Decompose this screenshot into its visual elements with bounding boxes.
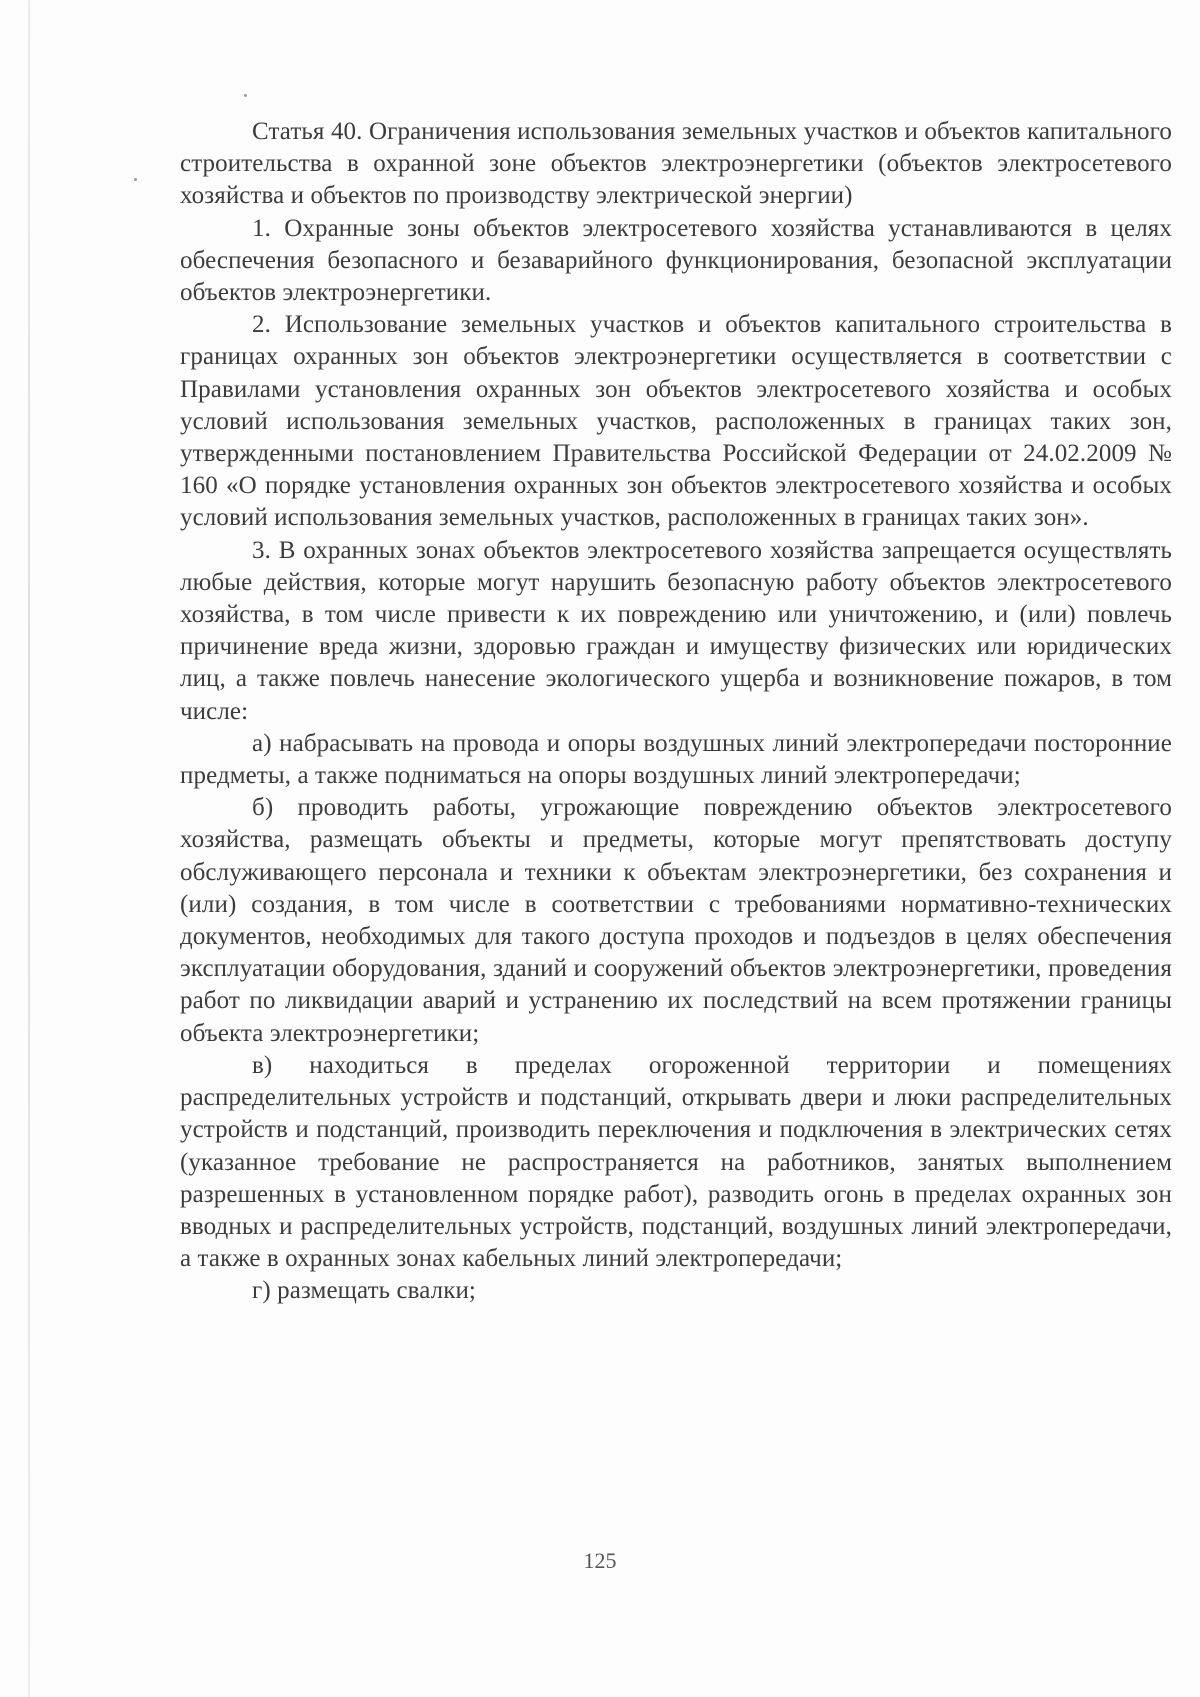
scan-artifact <box>244 94 247 97</box>
article-text <box>180 116 1172 1308</box>
list-item-a: а) набрасывать на провода и опоры воздушных линий электропередачи посторонние предметы, а также подниматься на опоры воздушных линий электропередачи; <box>180 729 1172 790</box>
list-item-g: г) размещать свалки; <box>252 1277 476 1305</box>
paragraph-1: 1. Охранные зоны объектов электросетевого хозяйства устанавливаются в целях обеспечения безопасного и безаварийного функционирования, безопасной эксплуатации объектов электроэнергетики. <box>180 214 1172 307</box>
list-item-b: б) проводить работы, угрожающие повреждению объектов электросетевого хозяйства, размещать объекты и предметы, которые могут препятствовать доступу обслуживающего персонала и техники к объектам электроэнергетики, без сохранения и (или) создания, в том числе в соответствии с требованиями нормативно-технических документов, необходимых для такого доступа проходов и подъездов в целях обеспечения эксплуатации оборудования, зданий и сооружений объектов электроэнергетики, проведения работ по ликвидации аварий и устранению их последствий на всем протяжении границы объекта электроэнергетики; <box>180 794 1172 1047</box>
paragraph-3: 3. В охранных зонах объектов электросетевого хозяйства запрещается осуществлять любые действия, которые могут нарушить безопасную работу объектов электросетевого хозяйства, в том числе привести к их повреждению или уничтожению, и (или) повлечь причинение вреда жизни, здоровью граждан и имуществу физических или юридических лиц, а также повлечь нанесение экологического ущерба и возникновение пожаров, в том числе: <box>180 536 1172 725</box>
page-number: 125 <box>583 1548 617 1573</box>
article-title: Статья 40. Ограничения использования земельных участков и объектов капитального строительства в охранной зоне объектов электроэнергетики (объектов электросетевого хозяйства и объектов по производству электрической энергии) <box>180 118 1172 210</box>
list-item-v: в) находиться в пределах огороженной территории и помещениях распределительных устройств и подстанций, открывать двери и люки распределительных устройств и подстанций, производить переключения и подключения в электрических сетях (указанное требование не распространяется на работников, занятых выполнением разрешенных в установленном порядке работ), разводить огонь в пределах охранных зон вводных и распределительных устройств, подстанций, воздушных линий электропередачи, а также в охранных зонах кабельных линий электропередачи; <box>180 1051 1172 1273</box>
scan-artifact <box>134 178 137 181</box>
scan-edge-shadow <box>28 0 30 1697</box>
paragraph-2: 2. Использование земельных участков и объектов капитального строительства в границах охранных зон объектов электроэнергетики осуществляется в соответствии с Правилами установления охранных зон объектов электросетевого хозяйства и особых условий использования земельных участков, расположенных в границах таких зон, утвержденными постановлением Правительства Российской Федерации от 24.02.2009 № 160 «О порядке установления охранных зон объектов электросетевого хозяйства и особых условий использования земельных участков, расположенных в границах таких зон». <box>180 311 1172 532</box>
